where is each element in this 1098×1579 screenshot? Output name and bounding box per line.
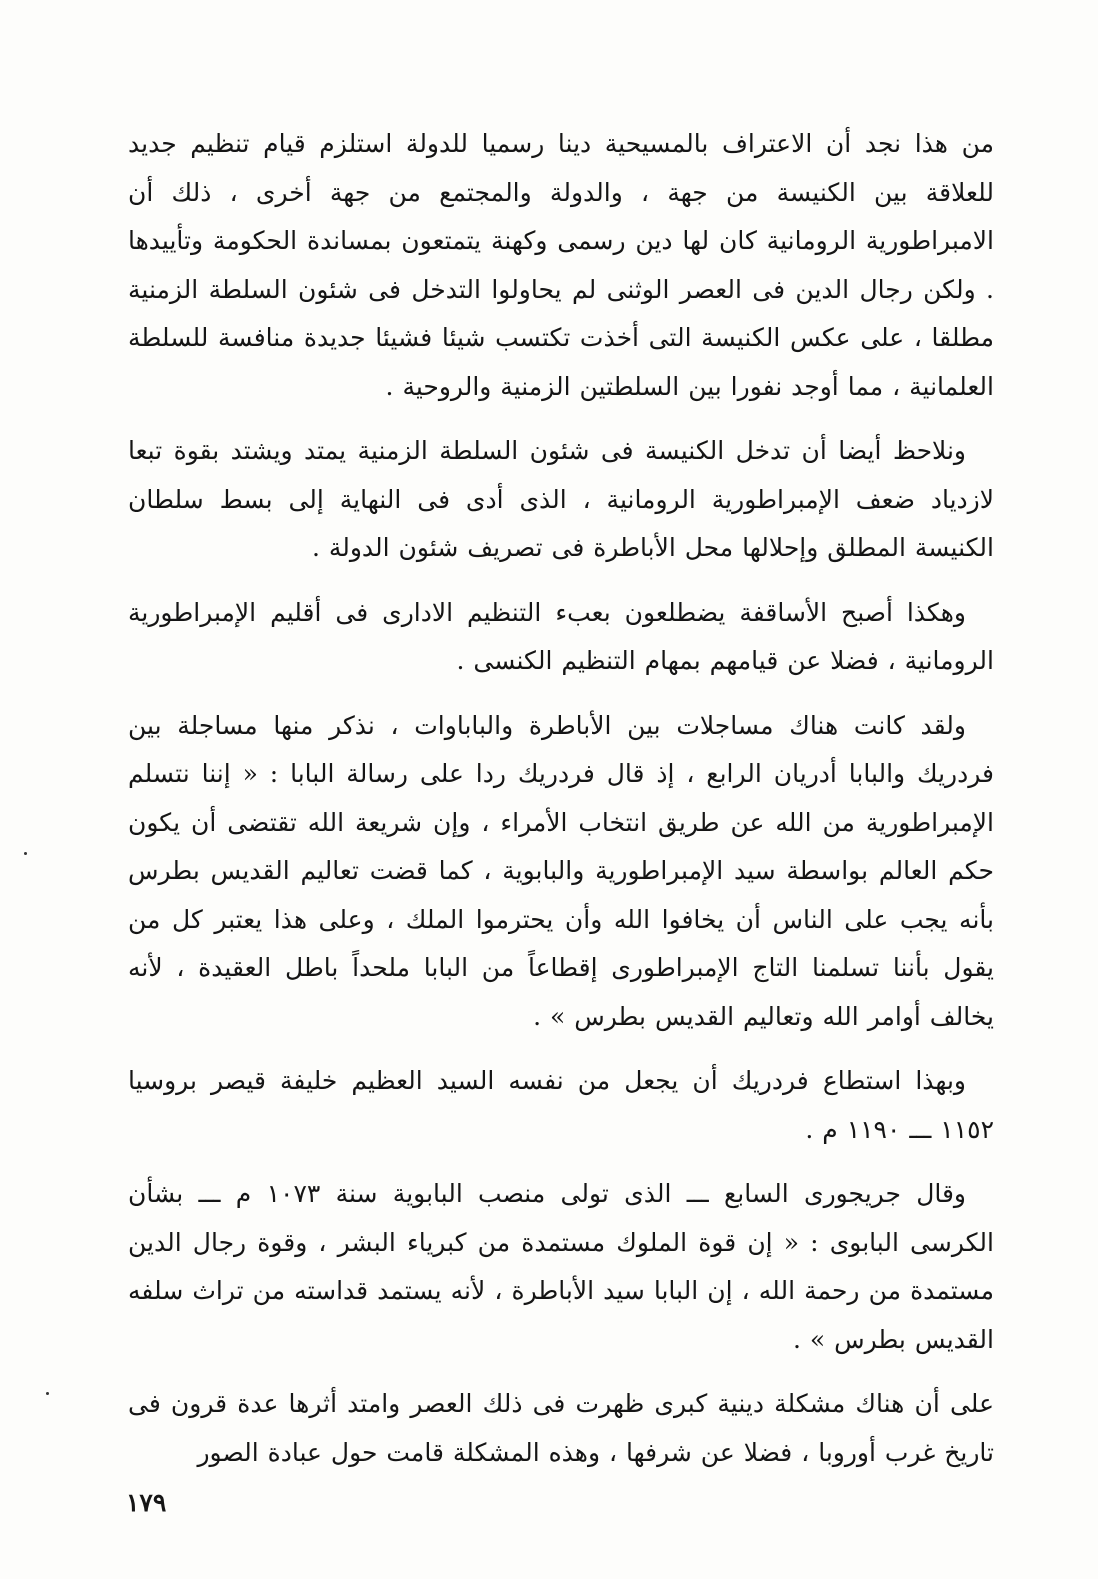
paragraph-3: وهكذا أصبح الأساقفة يضطلعون بعبء التنظيم الادارى فى أقليم الإمبراطورية الرومانية ، فضلا عن قيامهم بمهام التنظيم الكنسى . [128, 597, 994, 675]
paragraph-5: وبهذا استطاع فردريك أن يجعل من نفسه السيد العظيم خليفة قيصر بروسيا ١١٥٢ ـــ ١١٩٠ م . [128, 1066, 994, 1144]
page-number: ١٧٩ [126, 1488, 167, 1517]
paragraph-7: على أن هناك مشكلة دينية كبرى ظهرت فى ذلك العصر وامتد أثرها عدة قرون فى تاريخ غرب أوروبا ، فضلا عن شرفها ، وهذه المشكلة قامت حول عبادة الصور [128, 1389, 994, 1467]
paragraph-2: ونلاحظ أيضا أن تدخل الكنيسة فى شئون السلطة الزمنية يمتد ويشتد بقوة تبعا لازدياد ضعف الإمبراطورية الرومانية ، الذى أدى فى النهاية إلى بسط سلطان الكنيسة المطلق وإحلالها محل الأباطرة فى تصريف شئون الدولة . [128, 436, 994, 562]
body-text [128, 120, 994, 1493]
paragraph-1: من هذا نجد أن الاعتراف بالمسيحية دينا رسميا للدولة استلزم قيام تنظيم جديد للعلاقة بين الكنيسة من جهة ، والدولة والمجتمع من جهة أخرى ، ذلك أن الامبراطورية الرومانية كان لها دين رسمى وكهنة يتمتعون بمساندة الحكومة وتأييدها . ولكن رجال الدين فى العصر الوثنى لم يحاولوا التدخل فى شئون السلطة الزمنية مطلقا ، على عكس الكنيسة التى أخذت تكتسب شيئا فشيئا جديدة منافسة للسلطة العلمانية ، مما أوجد نفورا بين السلطتين الزمنية والروحية . [128, 129, 994, 401]
scan-speck [24, 852, 27, 855]
paragraph-6: وقال جريجورى السابع ـــ الذى تولى منصب البابوية سنة ١٠٧٣ م ـــ بشأن الكرسى البابوى : « إن قوة الملوك مستمدة من كبرياء البشر ، وقوة رجال الدين مستمدة من رحمة الله ، إن البابا سيد الأباطرة ، لأنه يستمد قداسته من تراث سلفه القديس بطرس » . [128, 1179, 994, 1354]
paragraph-4: ولقد كانت هناك مساجلات بين الأباطرة والباباوات ، نذكر منها مساجلة بين فردريك والبابا أدريان الرابع ، إذ قال فردريك ردا على رسالة البابا : « إننا نتسلم الإمبراطورية من الله عن طريق انتخاب الأمراء ، وإن شريعة الله تقتضى أن يكون حكم العالم بواسطة سيد الإمبراطورية والبابوية ، كما قضت تعاليم القديس بطرس بأنه يجب على الناس أن يخافوا الله وأن يحترموا الملك ، وعلى هذا يعتبر كل من يقول بأننا تسلمنا التاج الإمبراطورى إقطاعاً من البابا ملحداً باطل العقيدة ، لأنه يخالف أوامر الله وتعاليم القديس بطرس » . [128, 710, 994, 1031]
scan-speck [46, 1392, 49, 1395]
